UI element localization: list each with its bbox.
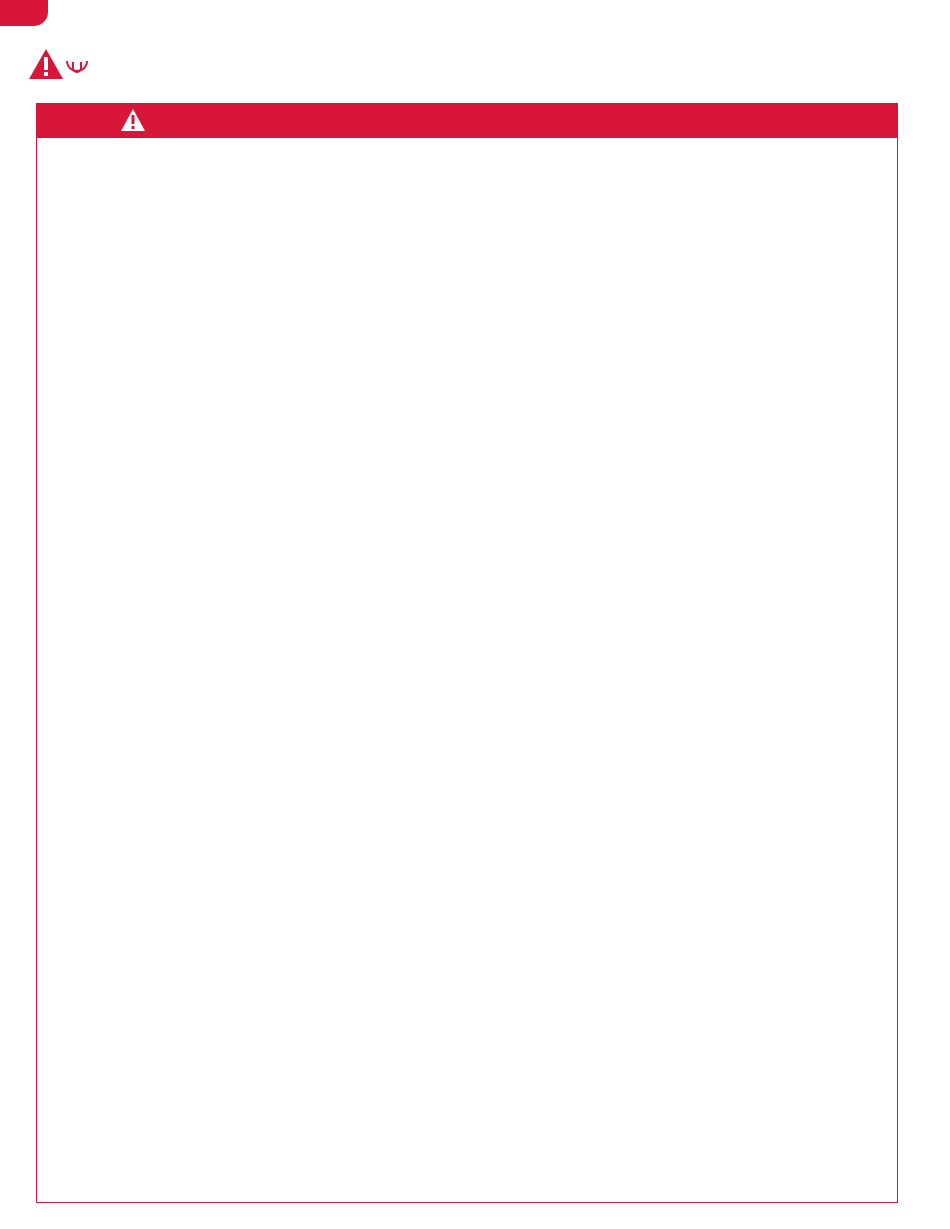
content-frame [36,103,898,1203]
link-symbol-icon [64,57,90,79]
warning-band-icon [120,108,146,132]
warning-triangle-icon [28,48,64,80]
warning-band [36,103,898,138]
language-tab [0,0,48,26]
